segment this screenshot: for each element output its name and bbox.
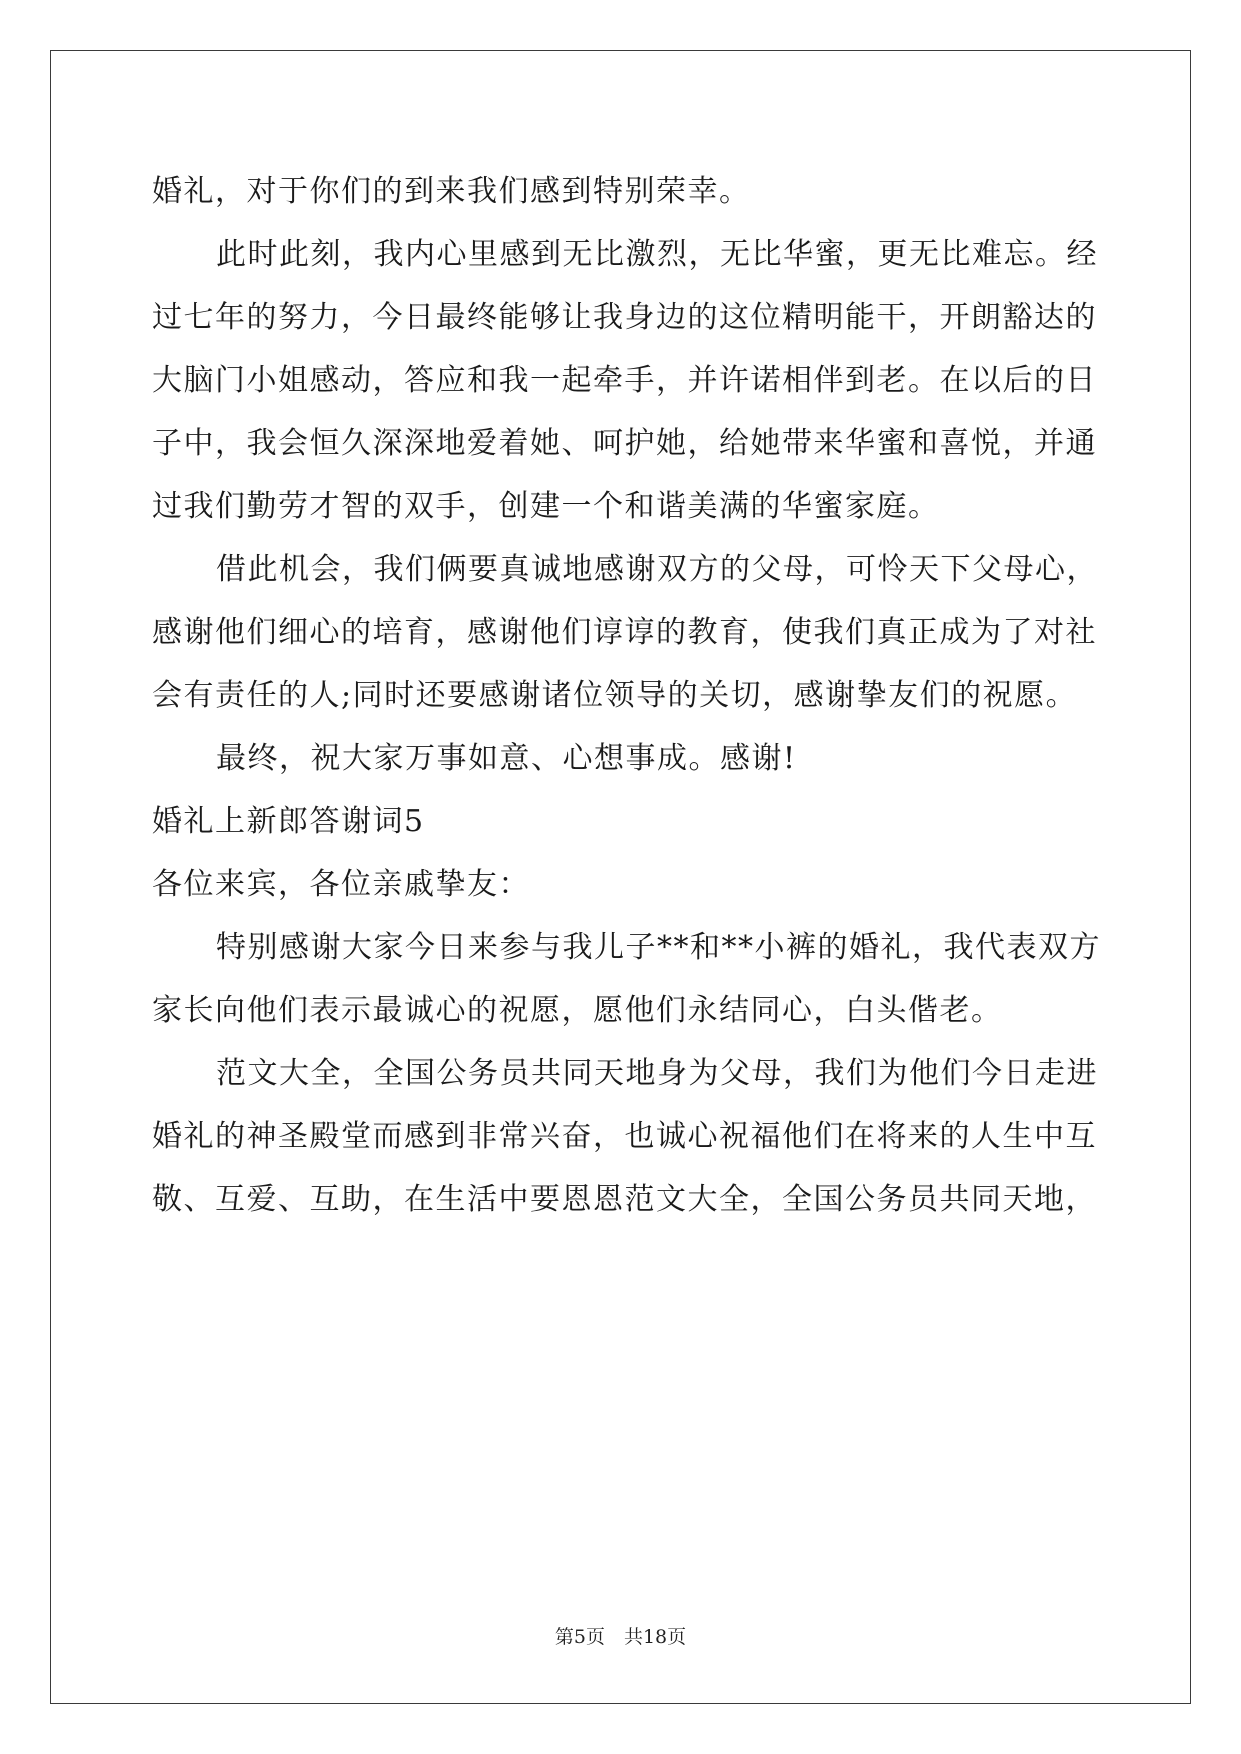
paragraph-start-line: 此时此刻，我内心里感到无比激烈，无比华蜜，更无比难忘。经 [216,237,1098,272]
salutation-line: 各位来宾，各位亲戚挚友： [152,867,530,902]
paragraph-start-line: 范文大全，全国公务员共同天地身为父母，我们为他们今日走进 [216,1056,1098,1091]
body-line: 家长向他们表示最诚心的祝愿，愿他们永结同心，白头偕老。 [152,993,1003,1028]
body-line: 过七年的努力，今日最终能够让我身边的这位精明能干，开朗豁达的 [152,300,1097,335]
page-number-footer: 第5页 共18页 [554,1626,687,1648]
body-line: 感谢他们细心的培育，感谢他们谆谆的教育，使我们真正成为了对社 [152,615,1097,650]
section-heading: 婚礼上新郎答谢词5 [152,804,425,839]
paragraph-start-line: 借此机会，我们俩要真诚地感谢双方的父母，可怜天下父母心， [216,552,1098,587]
document-body [152,160,1101,1231]
body-line: 婚礼，对于你们的到来我们感到特别荣幸。 [152,174,751,209]
body-line: 婚礼的神圣殿堂而感到非常兴奋，也诚心祝福他们在将来的人生中互 [152,1119,1097,1154]
body-line: 大脑门小姐感动，答应和我一起牵手，并许诺相伴到老。在以后的日 [152,363,1097,398]
body-line: 过我们勤劳才智的双手，创建一个和谐美满的华蜜家庭。 [152,489,940,524]
paragraph-start-line: 最终，祝大家万事如意、心想事成。感谢! [216,741,797,776]
body-line: 会有责任的人;同时还要感谢诸位领导的关切，感谢挚友们的祝愿。 [152,678,1078,713]
paragraph-start-line: 特别感谢大家今日来参与我儿子**和**小裤的婚礼，我代表双方 [216,930,1101,965]
body-line: 子中，我会恒久深深地爱着她、呵护她，给她带来华蜜和喜悦，并通 [152,426,1097,461]
body-line: 敬、互爱、互助，在生活中要恩恩范文大全，全国公务员共同天地， [152,1182,1097,1217]
